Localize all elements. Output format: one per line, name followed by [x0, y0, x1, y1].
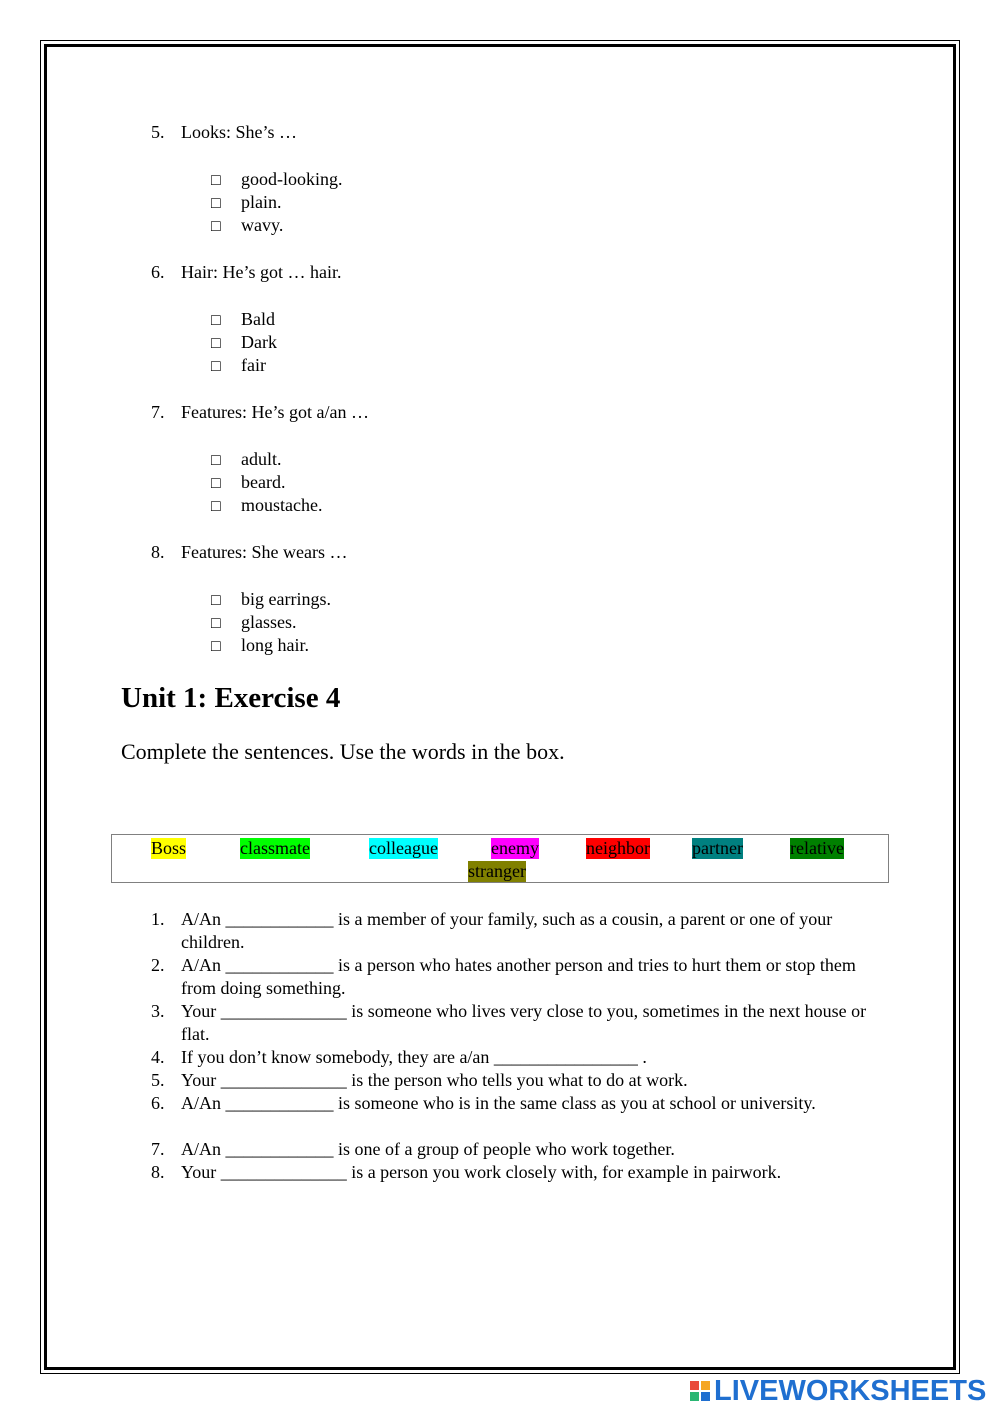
word-boss[interactable]: Boss: [151, 838, 187, 858]
option-label: adult.: [241, 449, 282, 469]
checkbox-icon[interactable]: □: [211, 592, 221, 609]
option-label: glasses.: [241, 612, 297, 632]
question-text: Features: She wears …: [181, 542, 348, 562]
question-number: 6.: [151, 262, 165, 282]
sentence-number: 8.: [151, 1162, 165, 1182]
sentence-text: A/An ____________ is a person who hates another person and tries to hurt them or stop them from doing something.: [181, 955, 856, 998]
option-label: wavy.: [241, 215, 284, 235]
sentence-number: 7.: [151, 1139, 165, 1159]
checkbox-icon[interactable]: □: [211, 335, 221, 352]
option-dark[interactable]: [211, 331, 277, 355]
sentence-text: Your ______________ is the person who tells you what to do at work.: [181, 1070, 688, 1090]
option-label: Bald: [241, 309, 275, 329]
question-number: 7.: [151, 402, 165, 422]
word-classmate[interactable]: classmate: [240, 838, 310, 858]
sentence-text: Your ______________ is a person you work closely with, for example in pairwork.: [181, 1162, 782, 1182]
option-glasses[interactable]: [211, 611, 297, 635]
checkbox-icon[interactable]: □: [211, 475, 221, 492]
logo-square-icon: [701, 1381, 710, 1390]
option-long-hair[interactable]: [211, 634, 309, 658]
option-moustache[interactable]: [211, 494, 322, 518]
sentence-text: Your ______________ is someone who lives very close to you, sometimes in the next house or flat.: [181, 1001, 867, 1044]
sentence-number: 5.: [151, 1070, 165, 1090]
question-text: Looks: She’s …: [181, 122, 298, 142]
option-plain[interactable]: [211, 191, 282, 215]
checkbox-icon[interactable]: □: [211, 452, 221, 469]
logo-mark-icon: [690, 1381, 710, 1401]
question-text: Features: He’s got a/an …: [181, 402, 369, 422]
sentence-text: A/An ____________ is a member of your family, such as a cousin, a parent or one of your children.: [181, 909, 833, 952]
checkbox-icon[interactable]: □: [211, 195, 221, 212]
option-wavy[interactable]: [211, 214, 283, 238]
option-label: long hair.: [241, 635, 309, 655]
checkbox-icon[interactable]: □: [211, 312, 221, 329]
sentence-number: 2.: [151, 955, 165, 975]
word-stranger[interactable]: stranger: [468, 861, 526, 881]
option-label: plain.: [241, 192, 282, 212]
option-label: good-looking.: [241, 169, 343, 189]
exercise-title: Unit 1: Exercise 4: [121, 682, 341, 714]
question-text: Hair: He’s got … hair.: [181, 262, 342, 282]
word-partner[interactable]: partner: [692, 838, 743, 858]
option-label: fair: [241, 355, 266, 375]
sentence-number: 3.: [151, 1001, 165, 1021]
option-label: beard.: [241, 472, 286, 492]
option-big-earrings[interactable]: [211, 588, 331, 612]
option-adult[interactable]: [211, 448, 282, 472]
sentence-number: 4.: [151, 1047, 165, 1067]
option-good-looking[interactable]: [211, 168, 343, 192]
option-fair[interactable]: [211, 354, 266, 378]
word-relative[interactable]: relative: [790, 838, 844, 858]
checkbox-icon[interactable]: □: [211, 358, 221, 375]
sentence-number: 6.: [151, 1093, 165, 1113]
word-enemy[interactable]: enemy: [491, 838, 539, 858]
question-number: 8.: [151, 542, 165, 562]
logo-square-icon: [690, 1392, 699, 1401]
sentence-text: If you don’t know somebody, they are a/an ________________ .: [181, 1047, 647, 1067]
sentence-number: 1.: [151, 909, 165, 929]
option-bald[interactable]: [211, 308, 275, 332]
checkbox-icon[interactable]: □: [211, 172, 221, 189]
word-neighbor[interactable]: neighbor: [586, 838, 650, 858]
logo-square-icon: [701, 1392, 710, 1401]
exercise-instruction: Complete the sentences. Use the words in the box.: [121, 739, 565, 764]
word-colleague[interactable]: colleague: [369, 838, 438, 858]
liveworksheets-logo: [690, 1376, 990, 1406]
checkbox-icon[interactable]: □: [211, 218, 221, 235]
option-beard[interactable]: [211, 471, 285, 495]
option-label: big earrings.: [241, 589, 331, 609]
checkbox-icon[interactable]: □: [211, 638, 221, 655]
checkbox-icon[interactable]: □: [211, 615, 221, 632]
word-box: [111, 834, 889, 883]
logo-square-icon: [690, 1381, 699, 1390]
logo-text: LIVEWORKSHEETS: [714, 1374, 987, 1407]
option-label: Dark: [241, 332, 277, 352]
option-label: moustache.: [241, 495, 323, 515]
checkbox-icon[interactable]: □: [211, 498, 221, 515]
sentence-text: A/An ____________ is one of a group of people who work together.: [181, 1139, 675, 1159]
sentence-text: A/An ____________ is someone who is in the same class as you at school or university.: [181, 1093, 816, 1113]
question-number: 5.: [151, 122, 165, 142]
